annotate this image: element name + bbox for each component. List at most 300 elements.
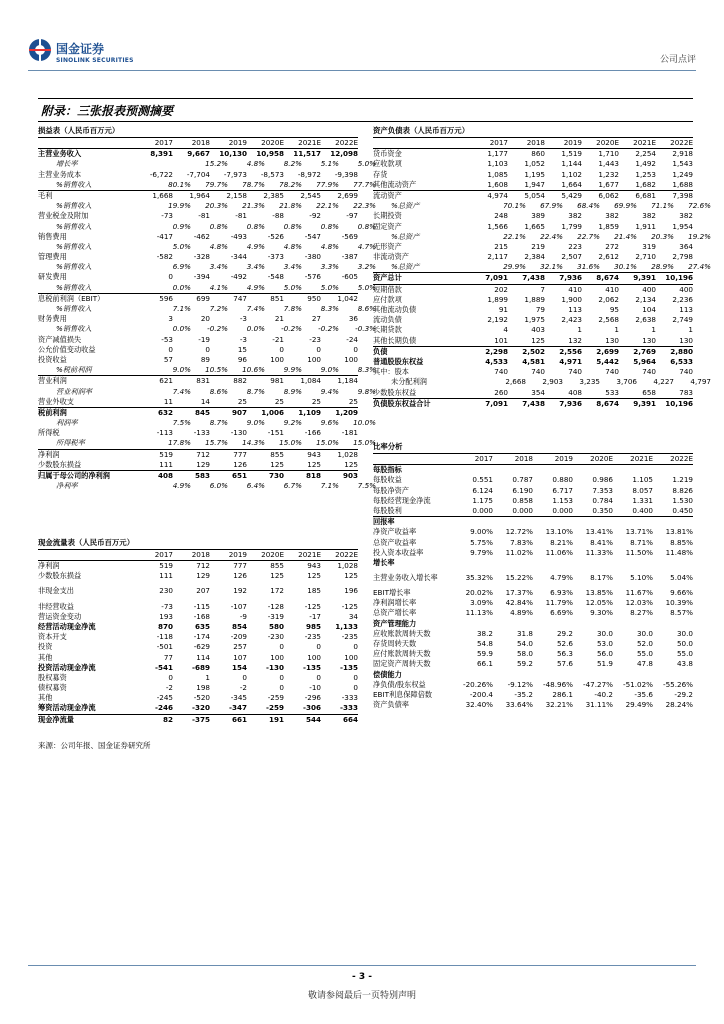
table-row <box>373 506 693 517</box>
value-cell: 2,236 <box>672 294 693 304</box>
value-cell: 10,196 <box>665 273 693 283</box>
value-cell: 8.057 <box>632 485 653 495</box>
value-cell: 114 <box>196 652 210 662</box>
footer-divider <box>28 965 696 966</box>
value-cell: 11.67% <box>625 588 653 598</box>
value-cell: 10,130 <box>219 149 247 159</box>
table-row <box>38 418 376 428</box>
value-cell: 42.84% <box>505 598 533 608</box>
value-cell: 1,543 <box>672 159 693 169</box>
value-cell: -417 <box>156 231 173 241</box>
value-cell: 7 <box>540 284 545 294</box>
value-cell: 2,798 <box>672 252 693 262</box>
value-cell: 111 <box>159 571 173 581</box>
value-cell: 2,384 <box>524 252 545 262</box>
value-cell: 4,971 <box>559 356 582 366</box>
value-cell: 107 <box>233 652 247 662</box>
value-cell: 56.0 <box>596 649 613 659</box>
value-cell: -151 <box>267 428 284 438</box>
disclaimer-note: 敬请参阅最后一页特别声明 <box>307 991 416 1001</box>
value-cell: 68.4% <box>577 201 600 211</box>
value-cell <box>533 670 573 680</box>
value-cell: 519 <box>159 561 173 571</box>
value-cell: 1,195 <box>524 169 545 179</box>
value-cell: 95 <box>609 305 619 314</box>
year-header-cell: 2022E <box>670 454 693 463</box>
header-blank <box>38 138 136 148</box>
row-label: 其他流动负债 <box>373 305 417 314</box>
table-row <box>38 232 358 242</box>
value-cell: 9.8% <box>357 386 376 396</box>
value-cell: 6.124 <box>472 485 493 495</box>
table-row <box>38 602 358 612</box>
value-cell: 0.8% <box>246 221 265 231</box>
value-cell: 11,517 <box>293 149 321 159</box>
value-cell: -582 <box>156 252 173 262</box>
value-cell: 9.2% <box>283 418 302 428</box>
value-cell: 2,298 <box>485 346 508 356</box>
row-label: 净负债/股东权益 <box>373 679 426 689</box>
row-label: 非经营收益 <box>38 601 74 611</box>
table-row <box>38 149 358 159</box>
table-row <box>38 622 358 632</box>
table-row <box>373 538 693 548</box>
row-label: 资产负债率 <box>373 700 409 710</box>
value-cell: 410 <box>605 284 619 294</box>
table-row <box>373 211 693 221</box>
value-cell: 8.85% <box>670 537 693 547</box>
value-cell: 408 <box>568 387 582 397</box>
year-header-cell: 2019 <box>554 454 573 463</box>
table-row <box>38 653 358 663</box>
value-cell: 0 <box>205 344 210 354</box>
value-cell: 1,443 <box>598 159 619 169</box>
value-cell: 0.000 <box>552 505 573 515</box>
year-header-row <box>373 138 693 149</box>
value-cell: 15.7% <box>205 438 228 448</box>
value-cell: -8,972 <box>297 169 321 179</box>
value-cell: 783 <box>679 387 693 397</box>
table-row <box>38 241 376 252</box>
value-cell: 635 <box>194 621 210 631</box>
value-cell: 583 <box>194 471 210 480</box>
row-label: 营业利润 <box>38 376 67 386</box>
value-cell <box>573 670 613 680</box>
value-cell <box>493 465 533 475</box>
row-label: 非现金支出 <box>38 586 74 596</box>
value-cell: 3.2% <box>357 262 376 272</box>
value-cell: 4.8% <box>283 241 302 251</box>
value-cell: 25 <box>348 396 358 406</box>
value-cell: -7,973 <box>223 169 247 179</box>
table-row <box>38 571 358 581</box>
value-cell: 1.530 <box>672 495 693 505</box>
value-cell: -81 <box>198 211 210 221</box>
value-cell: 1,103 <box>487 159 508 169</box>
row-label: 净利率 <box>56 481 78 491</box>
row-label: 债权募资 <box>38 683 67 693</box>
year-header-row <box>38 550 358 561</box>
table-row <box>38 397 358 408</box>
value-cell: 1,052 <box>524 159 545 169</box>
value-cell: 1,911 <box>635 221 656 231</box>
value-cell: 7,936 <box>559 273 582 283</box>
row-label: 资本开支 <box>38 632 67 642</box>
value-cell: 286.1 <box>552 689 573 699</box>
value-cell: 1,028 <box>337 449 358 459</box>
value-cell: -73 <box>161 601 173 611</box>
row-label: 管理费用 <box>38 252 67 262</box>
table-row <box>373 285 693 295</box>
value-cell: -128 <box>267 601 284 611</box>
value-cell: 2,769 <box>633 346 656 356</box>
value-cell: -2 <box>239 683 247 693</box>
value-cell: -235 <box>304 632 321 642</box>
value-cell: 1 <box>651 325 656 335</box>
value-cell: 0.784 <box>592 495 613 505</box>
value-cell: 2,158 <box>226 190 247 200</box>
value-cell: 12.72% <box>505 527 533 537</box>
table-row <box>373 496 693 506</box>
value-cell: 661 <box>231 714 247 724</box>
value-cell: 13.71% <box>625 527 653 537</box>
value-cell: 740 <box>494 367 508 377</box>
value-cell: 5.10% <box>630 572 653 582</box>
value-cell: 0 <box>279 683 284 693</box>
value-cell: 2,556 <box>559 346 582 356</box>
row-label: 存货 <box>373 169 388 179</box>
value-cell: -259 <box>266 703 284 713</box>
value-cell: 11.13% <box>465 608 493 618</box>
value-cell: -259 <box>267 693 284 703</box>
value-cell: 59.2 <box>516 659 533 669</box>
value-cell: 7,398 <box>672 190 693 200</box>
value-cell: 740 <box>531 367 545 377</box>
row-label: 回报率 <box>373 517 395 527</box>
value-cell: -35.6 <box>634 689 653 699</box>
value-cell: -245 <box>156 693 173 703</box>
value-cell: 0.350 <box>592 505 613 515</box>
value-cell: 5.0% <box>320 282 339 292</box>
value-cell: 632 <box>157 407 173 417</box>
row-label: %总资产 <box>391 231 420 241</box>
table-row <box>373 222 693 232</box>
value-cell: 125 <box>531 335 545 345</box>
value-cell: 10,196 <box>665 398 693 408</box>
page-header <box>0 0 724 70</box>
row-label: 货币资金 <box>373 149 402 159</box>
value-cell: 2,502 <box>522 346 545 356</box>
value-cell: 3.4% <box>283 262 302 272</box>
value-cell <box>461 619 493 629</box>
value-cell: 3.4% <box>246 262 265 272</box>
table-row <box>38 703 358 713</box>
value-cell: 740 <box>679 367 693 377</box>
table-row <box>373 700 693 710</box>
balance-sheet-table <box>373 125 711 409</box>
row-label: 营运资金变动 <box>38 611 82 621</box>
value-cell: 9.0% <box>172 365 191 375</box>
value-cell <box>461 670 493 680</box>
row-label: 长期贷款 <box>373 325 402 335</box>
value-cell: 5,054 <box>524 190 545 200</box>
value-cell: 7,936 <box>559 398 582 408</box>
row-label: 其他 <box>38 693 53 703</box>
value-cell: 855 <box>270 449 284 459</box>
table-row <box>38 428 358 438</box>
value-cell: -7,704 <box>186 169 210 179</box>
header-divider <box>28 70 696 71</box>
value-cell: 28.9% <box>651 262 674 272</box>
table-row <box>373 149 693 159</box>
row-label: 毛利 <box>38 190 53 200</box>
value-cell: 29.2 <box>556 628 573 638</box>
value-cell: 777 <box>233 449 247 459</box>
value-cell: 1,006 <box>261 407 284 417</box>
document-type: 公司点评 <box>659 55 696 65</box>
value-cell <box>573 465 613 475</box>
value-cell <box>573 517 613 527</box>
value-cell: 7.4% <box>246 304 265 313</box>
value-cell: 230 <box>159 586 173 596</box>
value-cell: 3.09% <box>470 598 493 608</box>
value-cell: 4,581 <box>522 356 545 366</box>
year-header-row <box>38 138 358 149</box>
value-cell: 12.03% <box>625 598 653 608</box>
table-row <box>373 201 711 211</box>
value-cell: 403 <box>531 325 545 335</box>
value-cell <box>613 558 653 568</box>
table-row <box>373 180 693 191</box>
table-row <box>38 561 358 571</box>
value-cell <box>493 558 533 568</box>
value-cell: 22.3% <box>353 201 376 211</box>
value-cell: 6.9% <box>172 262 191 272</box>
row-label: 投资活动现金净流 <box>38 662 96 672</box>
value-cell <box>533 558 573 568</box>
value-cell: 20.02% <box>465 588 493 598</box>
value-cell <box>533 517 573 527</box>
table-row <box>38 386 376 397</box>
value-cell: 47.8 <box>636 659 653 669</box>
value-cell: 882 <box>233 376 247 386</box>
value-cell: 4.8% <box>209 241 228 251</box>
value-cell: 845 <box>194 407 210 417</box>
value-cell: -9 <box>239 611 247 621</box>
value-cell: 29.49% <box>625 700 653 710</box>
row-label: 经营活动现金净流 <box>38 621 96 631</box>
value-cell: 1,133 <box>335 621 358 631</box>
value-cell: 10.5% <box>205 365 228 375</box>
value-cell: 6.93% <box>550 588 573 598</box>
table-row <box>38 211 358 221</box>
value-cell: 1,232 <box>598 169 619 179</box>
value-cell: -230 <box>267 632 284 642</box>
row-label: 主营业务收入增长率 <box>373 572 438 582</box>
value-cell: 69.9% <box>614 201 637 211</box>
table-row <box>373 588 693 598</box>
value-cell: 100 <box>270 652 284 662</box>
value-cell: 17.37% <box>505 588 533 598</box>
year-header-cell: 2018 <box>191 138 210 147</box>
value-cell: 0.0% <box>172 324 191 334</box>
table-row <box>38 408 358 418</box>
value-cell: 207 <box>196 586 210 596</box>
value-cell: 740 <box>642 367 656 377</box>
value-cell: 5.0% <box>283 282 302 292</box>
value-cell: 21.8% <box>279 201 302 211</box>
value-cell: 621 <box>159 376 173 386</box>
value-cell: 1,665 <box>524 221 545 231</box>
value-cell: -10 <box>309 683 321 693</box>
row-label: 营业外收支 <box>38 396 74 406</box>
value-cell: 740 <box>605 367 619 377</box>
value-cell: 17.8% <box>168 438 191 448</box>
value-cell: -394 <box>193 272 210 282</box>
value-cell: 2,507 <box>561 252 582 262</box>
value-cell: 2,612 <box>598 252 619 262</box>
table-row <box>38 365 376 376</box>
value-cell <box>653 465 693 475</box>
value-cell: 272 <box>605 241 619 251</box>
value-cell: -20.26% <box>463 679 493 689</box>
row-label: 股权募资 <box>38 672 67 682</box>
value-cell: 2,699 <box>337 190 358 200</box>
value-cell: -0.2% <box>318 324 339 334</box>
value-cell: 0 <box>316 672 321 682</box>
table-row <box>38 582 358 602</box>
value-cell: 172 <box>270 586 284 596</box>
row-label: 偿债能力 <box>373 669 402 679</box>
row-label: 少数股东损益 <box>38 459 82 469</box>
value-cell: 58.0 <box>516 649 533 659</box>
value-cell: 389 <box>531 211 545 221</box>
value-cell: 1 <box>614 325 619 335</box>
value-cell: 15.22% <box>505 572 533 582</box>
value-cell: 15 <box>237 344 247 354</box>
row-label: 每股经营现金净流 <box>373 495 431 505</box>
value-cell: 6.0% <box>209 481 228 491</box>
row-label: 总资产收益率 <box>373 537 417 547</box>
value-cell: 79 <box>535 305 545 314</box>
table-row <box>373 639 693 649</box>
value-cell: 870 <box>157 621 173 631</box>
row-label: %销售收入 <box>56 304 92 313</box>
value-cell: 4.8% <box>320 241 339 251</box>
value-cell: -0.3% <box>355 324 376 334</box>
value-cell: 5,442 <box>596 356 619 366</box>
value-cell: 0.858 <box>512 495 533 505</box>
table-row <box>373 231 711 242</box>
value-cell <box>154 159 191 169</box>
row-label: 非流动资产 <box>373 252 409 262</box>
value-cell: 11.33% <box>585 547 613 557</box>
row-label: 资产管理能力 <box>373 618 417 628</box>
year-header-cell: 2021E <box>630 454 653 463</box>
value-cell: -319 <box>267 611 284 621</box>
value-cell: 257 <box>233 642 247 652</box>
value-cell: 1,677 <box>598 179 619 189</box>
row-label: 流动负债 <box>373 315 402 325</box>
value-cell: -23 <box>309 334 321 344</box>
value-cell: -130 <box>266 662 284 672</box>
value-cell: 35.32% <box>465 572 493 582</box>
value-cell: -181 <box>341 428 358 438</box>
income-statement-table <box>38 125 376 491</box>
value-cell: 1,102 <box>561 169 582 179</box>
value-cell: 8.57% <box>670 608 693 618</box>
row-label: 归属于母公司的净利润 <box>38 471 110 480</box>
value-cell: 22.4% <box>540 231 563 241</box>
value-cell: 30.0 <box>676 628 693 638</box>
value-cell: 1.331 <box>632 495 653 505</box>
value-cell: 8.9% <box>283 386 302 396</box>
value-cell: 2,918 <box>672 149 693 159</box>
row-label: 销售费用 <box>38 231 67 241</box>
value-cell: 9.0% <box>320 365 339 375</box>
value-cell: 33.64% <box>505 700 533 710</box>
value-cell: 6.717 <box>552 485 573 495</box>
value-cell: 0 <box>316 344 321 354</box>
value-cell <box>653 619 693 629</box>
value-cell: 5.0% <box>357 282 376 292</box>
value-cell: -629 <box>193 642 210 652</box>
value-cell: 20.3% <box>651 231 674 241</box>
value-cell: 125 <box>270 571 284 581</box>
table-row <box>373 242 693 252</box>
value-cell: -0.2% <box>281 324 302 334</box>
value-cell: 1,947 <box>524 179 545 189</box>
value-cell: 4,974 <box>487 190 508 200</box>
value-cell: -462 <box>193 231 210 241</box>
value-cell: -73 <box>161 211 173 221</box>
table-row <box>38 355 358 365</box>
value-cell: -133 <box>193 428 210 438</box>
value-cell: 125 <box>270 459 284 469</box>
year-header-cell: 2022E <box>335 550 358 559</box>
row-label: 增长率 <box>56 159 78 169</box>
value-cell: 0 <box>168 344 173 354</box>
value-cell: 9.79% <box>470 547 493 557</box>
value-cell: 1 <box>688 325 693 335</box>
value-cell: -320 <box>192 703 210 713</box>
value-cell: 77.7% <box>353 179 376 189</box>
table-row <box>373 608 693 618</box>
value-cell: 8.6% <box>357 304 376 313</box>
value-cell: 21.4% <box>614 231 637 241</box>
value-cell: 0.400 <box>632 505 653 515</box>
row-label: 净利润 <box>38 561 60 571</box>
value-cell: 22.7% <box>577 231 600 241</box>
row-label: 所得税率 <box>56 438 85 448</box>
value-cell: 7.5% <box>357 481 376 491</box>
value-cell: 860 <box>531 149 545 159</box>
value-cell: 10,958 <box>256 149 284 159</box>
value-cell: 59.9 <box>476 649 493 659</box>
value-cell: 11.50% <box>625 547 653 557</box>
value-cell: -492 <box>230 272 247 282</box>
value-cell: 1,177 <box>487 149 508 159</box>
table-row <box>373 465 693 475</box>
value-cell: -3 <box>239 314 247 324</box>
table-title: 比率分析 <box>373 441 693 454</box>
value-cell: -246 <box>155 703 173 713</box>
year-header-row <box>373 454 693 465</box>
value-cell: 215 <box>494 241 508 251</box>
value-cell: -48.96% <box>543 679 573 689</box>
table-row <box>38 642 358 652</box>
value-cell: 1.175 <box>472 495 493 505</box>
